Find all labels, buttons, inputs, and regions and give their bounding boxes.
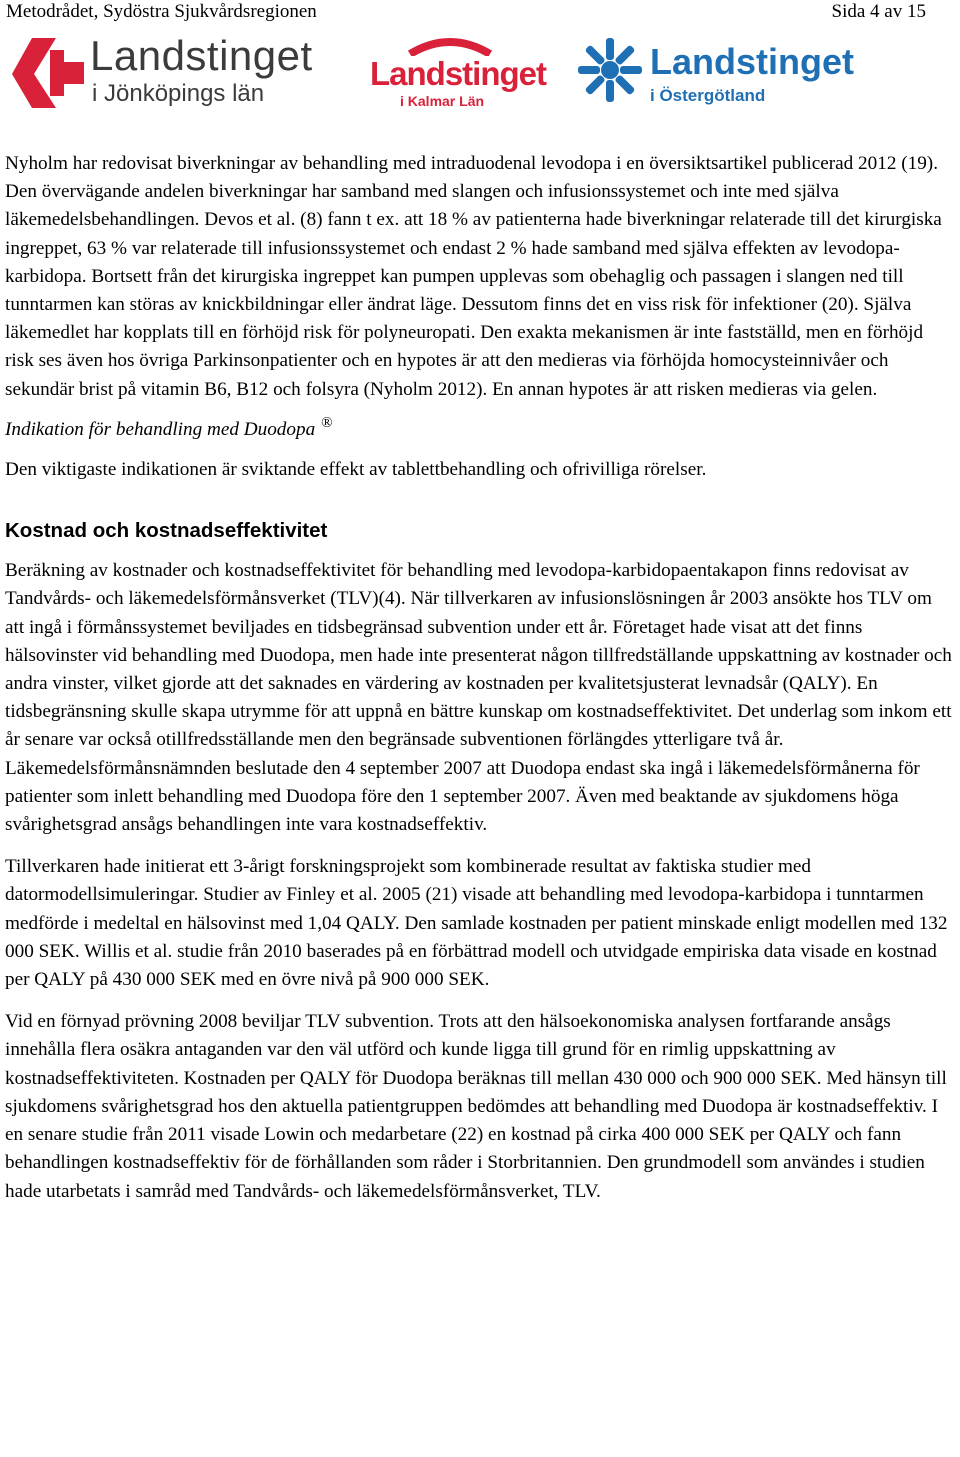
page-header bbox=[6, 0, 926, 26]
registered-trademark: ® bbox=[321, 414, 333, 431]
paragraph-cost-calculation: Beräkning av kostnader och kostnadseffektivitet för behandling med levodopa-karbidopaentakapon finns redovisat av Tandvårds- och läkemedelsförmånsverket (TLV)(4). När tillverkaren av infusionslösningen år 2003 ansökte hos TLV om att ingå i förmånssystemet beviljades en tidsbegränsad subvention under ett år. Företaget hade visat att det finns hälsovinster vid behandling med Duodopa, men hade inte presenterat någon tillfredställande uppskattning av kostnader och andra vinster, vilket gjorde att det saknades en värdering av kostnaden per kvalitetsjusterat levnadsår (QALY). En tidsbegränsning skulle skapa utrymme för att uppnå en bättre kunskap om kostnadseffektivitet. Det underlag som inkom ett år senare var också otillfredsställande men den begränsade subventionen förlängdes ytterligare två år. Läkemedelsförmånsnämnden beslutade den 4 september 2007 att Duodopa endast ska ingå i läkemedelsförmånerna för patienter som inlett behandling med Duodopa före den 1 september 2007. Även med beaktande av sjukdomens höga svårighetsgrad ansågs behandlingen inte vara kostnadseffektiv. bbox=[5, 560, 952, 836]
ostergotland-snowflake-icon bbox=[576, 36, 644, 104]
logo-bar bbox=[0, 30, 960, 120]
logo-kalmar bbox=[370, 36, 546, 114]
section-heading-cost: Kostnad och kostnadseffektivitet bbox=[5, 519, 328, 543]
document-body bbox=[5, 150, 955, 1206]
jonkoping-logo-subtitle: i Jönköpings län bbox=[92, 80, 265, 107]
header-organization: Metodrådet, Sydöstra Sjukvårdsregionen bbox=[6, 1, 317, 22]
indication-heading bbox=[5, 416, 955, 444]
paragraph-side-effects: Nyholm har redovisat biverkningar av behandling med intraduodenal levodopa i en översiktsartikel publicerad 2012 (19). Den övervägande andelen biverkningar har samband med slangen och infusionssystemet och inte med själva läkemedelsbehandlingen. Devos et al. (8) fann t ex. att 18 % av patienterna hade biverkningar relaterade till det kirurgiska ingreppet, 63 % var relaterade till infusionssystemet och endast 2 % hade samband med själva effekten av levodopa-karbidopa. Bortsett från det kirurgiska ingreppet kan pumpen upplevas som obehaglig och passagen i slangen ned till tunntarmen kan störas av knickbildningar eller ändrat läge. Dessutom finns det en viss risk för infektioner (20). Själva läkemedlet har kopplats till en förhöjd risk för polyneuropati. Den exakta mekanismen är inte fastställd, men en förhöjd risk ses även hos övriga Parkinsonpatienter och en hypotes är att den medieras via förhöjda homocysteinnivåer och sekundär brist på vitamin B6, B12 och folsyra (Nyholm 2012). En annan hypotes är att risken medieras via gelen. bbox=[5, 153, 942, 400]
indication-heading-text: Indikation för behandling med Duodopa bbox=[5, 418, 316, 440]
ostergotland-logo-title: Landstinget bbox=[650, 41, 854, 82]
kalmar-logo-title: Landstinget bbox=[370, 55, 546, 92]
paragraph-research-project: Tillverkaren hade initierat ett 3-årigt forskningsprojekt som kombinerade resultat av faktiska studier med datormodellsimuleringar. Studier av Finley et al. 2005 (21) visade att behandling med levodopa-karbidopa i tunntarmen medförde i medeltal en hälsovinst med 1,04 QALY. Den samlade kostnaden per patient minskade enligt modellen med 132 000 SEK. Willis et al. studie från 2010 baserades på en förbättrad modell och utvidgade empiriska data visade en kostnad per QALY på 430 000 SEK med en övre nivå på 900 000 SEK. bbox=[5, 856, 948, 991]
kalmar-logo-subtitle: i Kalmar Län bbox=[400, 93, 485, 109]
logo-ostergotland bbox=[576, 34, 876, 114]
paragraph-tlv-review: Vid en förnyad prövning 2008 beviljar TLV subvention. Trots att den hälsoekonomiska analysen fortfarande ansågs innehålla flera osäkra antaganden var den väl utförd och kunde ligga till grund för en rimlig uppskattning av kostnadseffektiviteten. Kostnaden per QALY för Duodopa beräknas till mellan 430 000 och 900 000 SEK. Med hänsyn till sjukdomens svårighetsgrad hos den aktuella patientgruppen bedömdes att behandling med Duodopa är kostnadseffektiv. I en senare studie från 2011 visade Lowin och medarbetare (22) en kostnad på cirka 400 000 SEK per QALY och fann behandlingen kostnadseffektiv för de förhållanden som råder i Storbritannien. Den grundmodell som användes i studien hade utarbetats i samråd med Tandvårds- och läkemedelsförmånsverket, TLV. bbox=[5, 1011, 947, 1202]
page-number: Sida 4 av 15 bbox=[831, 1, 926, 22]
logo-jonkoping bbox=[4, 34, 326, 112]
kalmar-arc-icon bbox=[370, 36, 530, 56]
jonkoping-logo-title: Landstinget bbox=[90, 32, 313, 79]
ostergotland-logo-subtitle: i Östergötland bbox=[650, 86, 766, 105]
paragraph-indication: Den viktigaste indikationen är sviktande effekt av tablettbehandling och ofrivilliga rörelser. bbox=[5, 459, 707, 481]
